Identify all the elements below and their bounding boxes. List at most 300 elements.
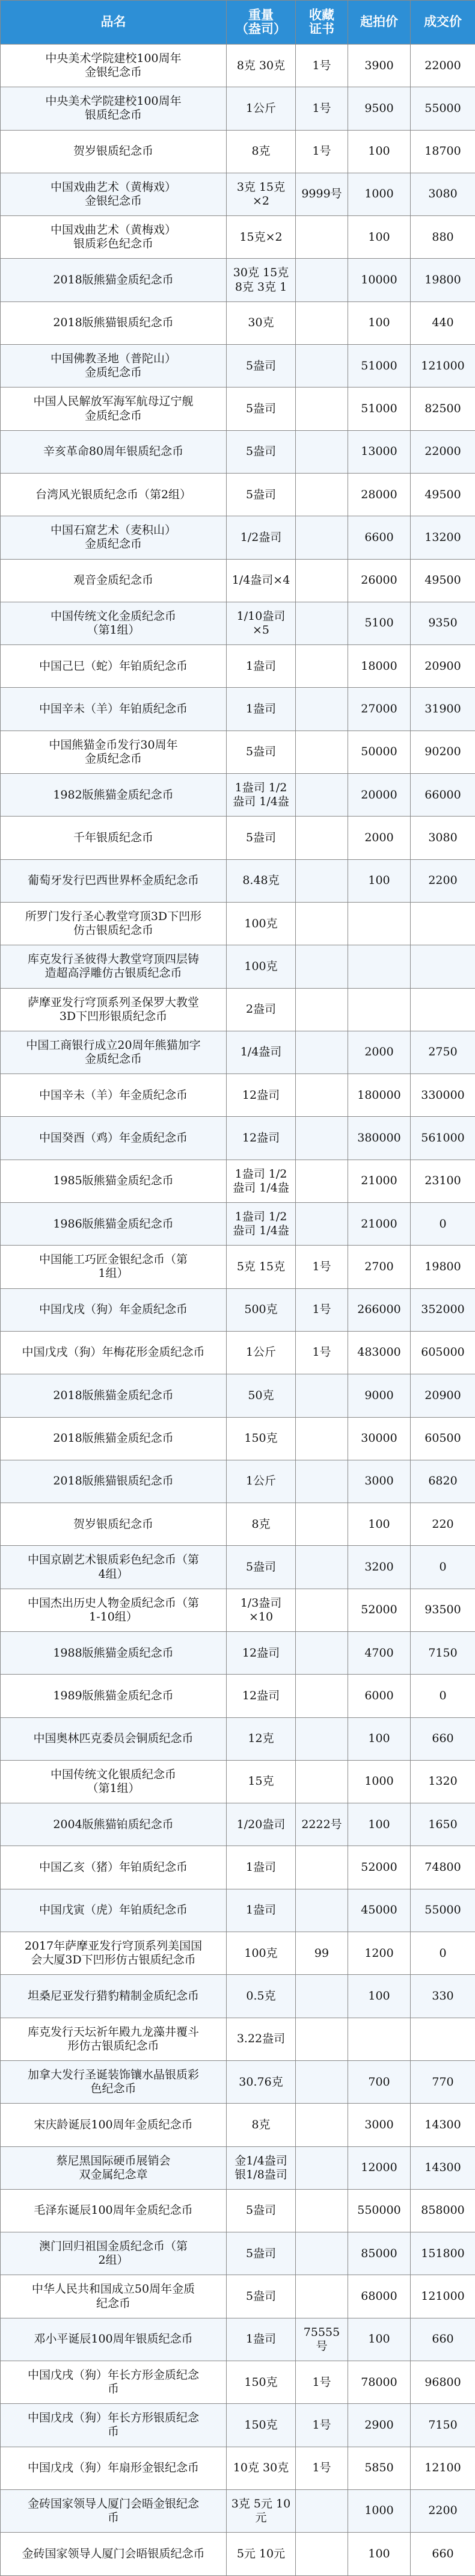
cell-final-price: 561000 — [411, 1117, 475, 1160]
cell-certificate — [296, 1117, 348, 1160]
cell-weight: 10克 30克 — [227, 2447, 296, 2489]
cell-name: 2017年萨摩亚发行穹顶系列美国国 会大厦3D下凹形仿古银质纪念币 — [1, 1932, 227, 1975]
cell-name: 库克发行天坛祈年殿九龙藻井覆斗 形仿古银质纪念币 — [1, 2018, 227, 2060]
table-row — [1, 1546, 475, 1589]
cell-certificate — [296, 2018, 348, 2060]
cell-certificate — [296, 516, 348, 559]
cell-name: 中国佛教圣地（普陀山） 金质纪念币 — [1, 345, 227, 388]
cell-name: 中国戏曲艺术（黄梅戏） 金银纪念币 — [1, 173, 227, 215]
cell-start-price: 10000 — [348, 259, 411, 301]
cell-weight: 1盎司 — [227, 645, 296, 688]
table-row — [1, 1803, 475, 1846]
cell-start-price: 483000 — [348, 1331, 411, 1374]
cell-name: 1982版熊猫金质纪念币 — [1, 774, 227, 817]
table-row — [1, 1503, 475, 1546]
table-row — [1, 1331, 475, 1374]
cell-certificate — [296, 859, 348, 902]
table-row — [1, 1975, 475, 2018]
header-row — [1, 1, 475, 45]
cell-start-price: 266000 — [348, 1288, 411, 1331]
cell-name: 中国能工巧匠金银纪念币（第 1组） — [1, 1246, 227, 1288]
cell-name: 中国己巳（蛇）年铂质纪念币 — [1, 645, 227, 688]
cell-name: 中国辛未（羊）年金质纪念币 — [1, 1074, 227, 1117]
cell-start-price: 26000 — [348, 559, 411, 602]
table-row — [1, 1846, 475, 1889]
cell-start-price: 1000 — [348, 2489, 411, 2532]
cell-name: 中国熊猫金币发行30周年 金质纪念币 — [1, 730, 227, 773]
cell-weight: 100克 — [227, 902, 296, 945]
cell-final-price: 121000 — [411, 345, 475, 388]
cell-start-price: 52000 — [348, 1589, 411, 1631]
table-row — [1, 2361, 475, 2404]
cell-certificate: 1号 — [296, 45, 348, 87]
cell-weight: 150克 — [227, 2404, 296, 2447]
cell-weight: 5盎司 — [227, 473, 296, 516]
table-row — [1, 1203, 475, 1246]
table-row — [1, 173, 475, 215]
cell-start-price: 100 — [348, 1975, 411, 2018]
cell-weight: 8克 — [227, 2104, 296, 2146]
cell-name: 加拿大发行圣诞装饰镶水晶银质彩 色纪念币 — [1, 2060, 227, 2103]
cell-final-price: 151800 — [411, 2232, 475, 2275]
cell-name: 1985版熊猫金质纪念币 — [1, 1160, 227, 1202]
cell-name: 中国石窟艺术（麦积山） 金质纪念币 — [1, 516, 227, 559]
cell-weight: 8克 — [227, 1503, 296, 1546]
table-row — [1, 645, 475, 688]
cell-start-price: 51000 — [348, 388, 411, 430]
cell-certificate — [296, 988, 348, 1031]
cell-weight: 1公斤 — [227, 1331, 296, 1374]
cell-weight: 1/2盎司 — [227, 516, 296, 559]
cell-name: 中华人民共和国成立50周年金质 纪念币 — [1, 2275, 227, 2318]
table-row — [1, 87, 475, 130]
cell-name: 中国戊戌（狗）年长方形银质纪念 币 — [1, 2404, 227, 2447]
cell-start-price: 85000 — [348, 2232, 411, 2275]
cell-final-price: 0 — [411, 1675, 475, 1717]
table-row — [1, 902, 475, 945]
cell-name: 1988版熊猫金质纪念币 — [1, 1631, 227, 1674]
table-row — [1, 2104, 475, 2146]
cell-name: 中央美术学院建校100周年 银质纪念币 — [1, 87, 227, 130]
cell-start-price: 3000 — [348, 2104, 411, 2146]
cell-name: 所罗门发行圣心教堂穹顶3D下凹形 仿古银质纪念币 — [1, 902, 227, 945]
cell-final-price — [411, 945, 475, 988]
table-row — [1, 2060, 475, 2103]
cell-weight: 1盎司 — [227, 688, 296, 730]
cell-weight: 500克 — [227, 1288, 296, 1331]
cell-name: 2018版熊猫金质纪念币 — [1, 1417, 227, 1460]
table-row — [1, 688, 475, 730]
cell-final-price: 55000 — [411, 87, 475, 130]
table-body — [1, 45, 475, 2576]
cell-weight: 金1/4盎司 银1/8盎司 — [227, 2146, 296, 2189]
cell-final-price: 23100 — [411, 1160, 475, 1202]
cell-certificate — [296, 301, 348, 344]
table-row — [1, 301, 475, 344]
cell-start-price: 5100 — [348, 602, 411, 644]
cell-start-price: 6000 — [348, 1675, 411, 1717]
table-row — [1, 774, 475, 817]
cell-final-price: 880 — [411, 216, 475, 259]
cell-weight: 15克 — [227, 1760, 296, 1803]
cell-final-price: 2200 — [411, 859, 475, 902]
cell-name: 萨摩亚发行穹顶系列圣保罗大教堂 3D下凹形银质纪念币 — [1, 988, 227, 1031]
cell-certificate: 1号 — [296, 2404, 348, 2447]
cell-final-price: 440 — [411, 301, 475, 344]
cell-name: 库克发行圣彼得大教堂穹顶四层铸 造超高浮雕仿古银质纪念币 — [1, 945, 227, 988]
cell-name: 中国人民解放军海军航母辽宁舰 金质纪念币 — [1, 388, 227, 430]
table-row — [1, 2018, 475, 2060]
table-row — [1, 1631, 475, 1674]
cell-certificate — [296, 902, 348, 945]
table-row — [1, 1417, 475, 1460]
cell-certificate — [296, 2104, 348, 2146]
cell-final-price: 121000 — [411, 2275, 475, 2318]
cell-certificate — [296, 1675, 348, 1717]
cell-weight: 5盎司 — [227, 730, 296, 773]
cell-certificate: 1号 — [296, 1331, 348, 1374]
cell-final-price: 220 — [411, 1503, 475, 1546]
cell-name: 2018版熊猫银质纪念币 — [1, 1460, 227, 1503]
cell-certificate — [296, 2275, 348, 2318]
header-start-price: 起拍价 — [348, 1, 411, 45]
cell-start-price: 1000 — [348, 1760, 411, 1803]
table-row — [1, 559, 475, 602]
cell-start-price: 13000 — [348, 430, 411, 473]
table-row — [1, 388, 475, 430]
table-row — [1, 1932, 475, 1975]
cell-start-price: 28000 — [348, 473, 411, 516]
cell-final-price: 20900 — [411, 645, 475, 688]
cell-final-price: 3080 — [411, 817, 475, 859]
cell-name: 蔡尼黑国际硬币展销会 双金属纪念章 — [1, 2146, 227, 2189]
cell-certificate — [296, 1846, 348, 1889]
cell-certificate — [296, 2189, 348, 2232]
table-row — [1, 1074, 475, 1117]
cell-weight: 1盎司 1/2 盎司 1/4盎 — [227, 1160, 296, 1202]
cell-certificate — [296, 1374, 348, 1417]
cell-start-price: 700 — [348, 2060, 411, 2103]
cell-final-price: 330000 — [411, 1074, 475, 1117]
table-row — [1, 730, 475, 773]
cell-final-price: 96800 — [411, 2361, 475, 2404]
cell-weight: 150克 — [227, 2361, 296, 2404]
cell-final-price — [411, 902, 475, 945]
cell-weight: 15克×2 — [227, 216, 296, 259]
cell-weight: 30.76克 — [227, 2060, 296, 2103]
cell-name: 中国杰出历史人物金质纪念币（第 1-10组） — [1, 1589, 227, 1631]
cell-weight: 5克 15克 — [227, 1246, 296, 1288]
cell-start-price: 21000 — [348, 1203, 411, 1246]
cell-start-price: 30000 — [348, 1417, 411, 1460]
cell-name: 台湾风光银质纪念币（第2组） — [1, 473, 227, 516]
cell-name: 中国戊戌（狗）年梅花形金质纪念币 — [1, 1331, 227, 1374]
cell-final-price: 770 — [411, 2060, 475, 2103]
cell-certificate — [296, 1889, 348, 1932]
cell-weight: 5盎司 — [227, 2275, 296, 2318]
cell-start-price: 100 — [348, 2318, 411, 2361]
cell-start-price: 45000 — [348, 1889, 411, 1932]
cell-start-price: 2000 — [348, 1031, 411, 1073]
cell-certificate: 2222号 — [296, 1803, 348, 1846]
cell-weight: 5盎司 — [227, 388, 296, 430]
cell-certificate: 75555号 — [296, 2318, 348, 2361]
table-row — [1, 988, 475, 1031]
cell-final-price: 2750 — [411, 1031, 475, 1073]
cell-name: 2018版熊猫银质纪念币 — [1, 301, 227, 344]
cell-weight: 50克 — [227, 1374, 296, 1417]
cell-certificate — [296, 817, 348, 859]
cell-final-price: 82500 — [411, 388, 475, 430]
cell-start-price: 9000 — [348, 1374, 411, 1417]
cell-name: 贺岁银质纪念币 — [1, 130, 227, 173]
cell-certificate: 1号 — [296, 130, 348, 173]
cell-start-price: 5850 — [348, 2447, 411, 2489]
header-final-price: 成交价 — [411, 1, 475, 45]
cell-certificate: 9999号 — [296, 173, 348, 215]
cell-weight: 100克 — [227, 1932, 296, 1975]
cell-start-price: 100 — [348, 216, 411, 259]
table-row — [1, 2404, 475, 2447]
cell-certificate — [296, 216, 348, 259]
cell-name: 邓小平诞辰100周年银质纪念币 — [1, 2318, 227, 2361]
table-row — [1, 1374, 475, 1417]
cell-name: 中央美术学院建校100周年 金银纪念币 — [1, 45, 227, 87]
cell-final-price: 12100 — [411, 2447, 475, 2489]
table-header — [1, 1, 475, 45]
cell-name: 中国奥林匹克委员会铜质纪念币 — [1, 1717, 227, 1760]
cell-weight: 5盎司 — [227, 430, 296, 473]
cell-certificate — [296, 2489, 348, 2532]
table-row — [1, 2533, 475, 2575]
cell-certificate — [296, 730, 348, 773]
cell-start-price: 51000 — [348, 345, 411, 388]
cell-name: 中国癸酉（鸡）年金质纪念币 — [1, 1117, 227, 1160]
cell-certificate — [296, 1203, 348, 1246]
cell-weight: 1/3盎司 ×10 — [227, 1589, 296, 1631]
cell-weight: 100克 — [227, 945, 296, 988]
cell-final-price: 55000 — [411, 1889, 475, 1932]
cell-weight: 1/10盎司 ×5 — [227, 602, 296, 644]
cell-start-price: 1200 — [348, 1932, 411, 1975]
table-row — [1, 1031, 475, 1073]
cell-weight: 1盎司 1/2 盎司 1/4盎 — [227, 774, 296, 817]
cell-weight: 12盎司 — [227, 1117, 296, 1160]
table-row — [1, 130, 475, 173]
cell-final-price: 0 — [411, 1932, 475, 1975]
cell-final-price: 3080 — [411, 173, 475, 215]
cell-certificate — [296, 2060, 348, 2103]
cell-final-price: 330 — [411, 1975, 475, 2018]
cell-weight: 1盎司 — [227, 1889, 296, 1932]
cell-weight: 1公斤 — [227, 87, 296, 130]
cell-name: 2018版熊猫金质纪念币 — [1, 1374, 227, 1417]
cell-certificate — [296, 1589, 348, 1631]
cell-start-price: 100 — [348, 1803, 411, 1846]
cell-name: 中国戊戌（狗）年长方形金质纪念 币 — [1, 2361, 227, 2404]
cell-name: 2018版熊猫金质纪念币 — [1, 259, 227, 301]
cell-certificate — [296, 1631, 348, 1674]
cell-certificate — [296, 688, 348, 730]
cell-name: 2004版熊猫铂质纪念币 — [1, 1803, 227, 1846]
cell-start-price: 20000 — [348, 774, 411, 817]
cell-final-price: 18700 — [411, 130, 475, 173]
table-row — [1, 259, 475, 301]
cell-name: 中国辛未（羊）年铂质纪念币 — [1, 688, 227, 730]
cell-final-price: 49500 — [411, 473, 475, 516]
cell-final-price: 7150 — [411, 2404, 475, 2447]
cell-name: 中国工商银行成立20周年熊猫加字 金质纪念币 — [1, 1031, 227, 1073]
cell-start-price: 78000 — [348, 2361, 411, 2404]
cell-certificate — [296, 1031, 348, 1073]
cell-certificate — [296, 1717, 348, 1760]
table-row — [1, 1288, 475, 1331]
cell-weight: 3.22盎司 — [227, 2018, 296, 2060]
cell-name: 中国京剧艺术银质彩色纪念币（第 4组） — [1, 1546, 227, 1589]
cell-final-price: 20900 — [411, 1374, 475, 1417]
cell-certificate — [296, 473, 348, 516]
cell-start-price: 3900 — [348, 45, 411, 87]
table-row — [1, 45, 475, 87]
table-row — [1, 516, 475, 559]
header-name: 品名 — [1, 1, 227, 45]
cell-name: 中国乙亥（猪）年铂质纪念币 — [1, 1846, 227, 1889]
cell-certificate — [296, 2533, 348, 2575]
cell-start-price: 21000 — [348, 1160, 411, 1202]
cell-start-price: 1000 — [348, 173, 411, 215]
cell-name: 中国传统文化银质纪念币 （第1组） — [1, 1760, 227, 1803]
cell-start-price — [348, 945, 411, 988]
cell-final-price: 6820 — [411, 1460, 475, 1503]
cell-final-price: 2200 — [411, 2489, 475, 2532]
cell-certificate — [296, 1975, 348, 2018]
cell-weight: 5盎司 — [227, 345, 296, 388]
cell-start-price: 50000 — [348, 730, 411, 773]
cell-final-price: 352000 — [411, 1288, 475, 1331]
table-row — [1, 817, 475, 859]
table-row — [1, 602, 475, 644]
cell-start-price: 18000 — [348, 645, 411, 688]
cell-weight: 8克 — [227, 130, 296, 173]
cell-certificate — [296, 430, 348, 473]
cell-final-price: 14300 — [411, 2104, 475, 2146]
cell-final-price: 22000 — [411, 430, 475, 473]
cell-weight: 12盎司 — [227, 1631, 296, 1674]
table-row — [1, 1717, 475, 1760]
table-row — [1, 2275, 475, 2318]
table-row — [1, 1760, 475, 1803]
cell-certificate — [296, 388, 348, 430]
cell-start-price — [348, 2018, 411, 2060]
cell-certificate — [296, 945, 348, 988]
cell-name: 毛泽东诞辰100周年金质纪念币 — [1, 2189, 227, 2232]
cell-final-price: 19800 — [411, 1246, 475, 1288]
cell-start-price: 100 — [348, 301, 411, 344]
cell-start-price: 100 — [348, 130, 411, 173]
cell-weight: 5盎司 — [227, 2232, 296, 2275]
cell-certificate — [296, 559, 348, 602]
table-row — [1, 1160, 475, 1202]
cell-certificate — [296, 259, 348, 301]
cell-name: 贺岁银质纪念币 — [1, 1503, 227, 1546]
cell-certificate: 1号 — [296, 87, 348, 130]
cell-start-price: 2000 — [348, 817, 411, 859]
table-row — [1, 859, 475, 902]
header-certificate: 收藏 证书 — [296, 1, 348, 45]
cell-start-price: 68000 — [348, 2275, 411, 2318]
cell-start-price: 3000 — [348, 1460, 411, 1503]
cell-name: 辛亥革命80周年银质纪念币 — [1, 430, 227, 473]
cell-start-price: 100 — [348, 1503, 411, 1546]
cell-weight: 5盎司 — [227, 1546, 296, 1589]
cell-start-price: 100 — [348, 859, 411, 902]
table-row — [1, 2489, 475, 2532]
table-row — [1, 2318, 475, 2361]
cell-certificate — [296, 1417, 348, 1460]
cell-certificate — [296, 2146, 348, 2189]
cell-name: 中国戊戌（狗）年金质纪念币 — [1, 1288, 227, 1331]
cell-weight: 5盎司 — [227, 817, 296, 859]
cell-certificate: 1号 — [296, 2361, 348, 2404]
cell-certificate — [296, 602, 348, 644]
table-row — [1, 430, 475, 473]
cell-name: 澳门回归祖国金质纪念币（第 2组） — [1, 2232, 227, 2275]
cell-start-price: 100 — [348, 2533, 411, 2575]
cell-weight: 30克 — [227, 301, 296, 344]
cell-name: 1989版熊猫金质纪念币 — [1, 1675, 227, 1717]
cell-weight: 3克 5元 10 元 — [227, 2489, 296, 2532]
table-row — [1, 345, 475, 388]
cell-start-price: 550000 — [348, 2189, 411, 2232]
cell-start-price: 380000 — [348, 1117, 411, 1160]
cell-final-price: 660 — [411, 2533, 475, 2575]
cell-certificate — [296, 645, 348, 688]
cell-certificate: 1号 — [296, 1246, 348, 1288]
cell-name: 金砖国家领导人厦门会晤银质纪念币 — [1, 2533, 227, 2575]
cell-weight: 30克 15克 8克 3克 1 — [227, 259, 296, 301]
table-row — [1, 2146, 475, 2189]
cell-name: 中国戊寅（虎）年铂质纪念币 — [1, 1889, 227, 1932]
table-row — [1, 2447, 475, 2489]
cell-name: 千年银质纪念币 — [1, 817, 227, 859]
cell-certificate — [296, 774, 348, 817]
cell-weight: 5盎司 — [227, 2189, 296, 2232]
cell-weight: 1/4盎司×4 — [227, 559, 296, 602]
cell-weight: 12盎司 — [227, 1675, 296, 1717]
cell-final-price: 9350 — [411, 602, 475, 644]
table-row — [1, 1675, 475, 1717]
cell-certificate — [296, 345, 348, 388]
table-row — [1, 945, 475, 988]
cell-start-price: 180000 — [348, 1074, 411, 1117]
cell-weight: 1盎司 — [227, 2318, 296, 2361]
cell-weight: 8.48克 — [227, 859, 296, 902]
cell-start-price: 9500 — [348, 87, 411, 130]
cell-final-price: 19800 — [411, 259, 475, 301]
table-row — [1, 1589, 475, 1631]
cell-name: 中国戊戌（狗）年扇形金银纪念币 — [1, 2447, 227, 2489]
cell-weight: 1/4盎司 — [227, 1031, 296, 1073]
table-row — [1, 2189, 475, 2232]
cell-name: 中国戏曲艺术（黄梅戏） 银质彩色纪念币 — [1, 216, 227, 259]
cell-final-price: 49500 — [411, 559, 475, 602]
cell-final-price: 74800 — [411, 1846, 475, 1889]
cell-final-price: 60500 — [411, 1417, 475, 1460]
cell-certificate — [296, 1546, 348, 1589]
cell-name: 金砖国家领导人厦门会晤金银纪念 币 — [1, 2489, 227, 2532]
cell-final-price — [411, 988, 475, 1031]
cell-final-price: 31900 — [411, 688, 475, 730]
